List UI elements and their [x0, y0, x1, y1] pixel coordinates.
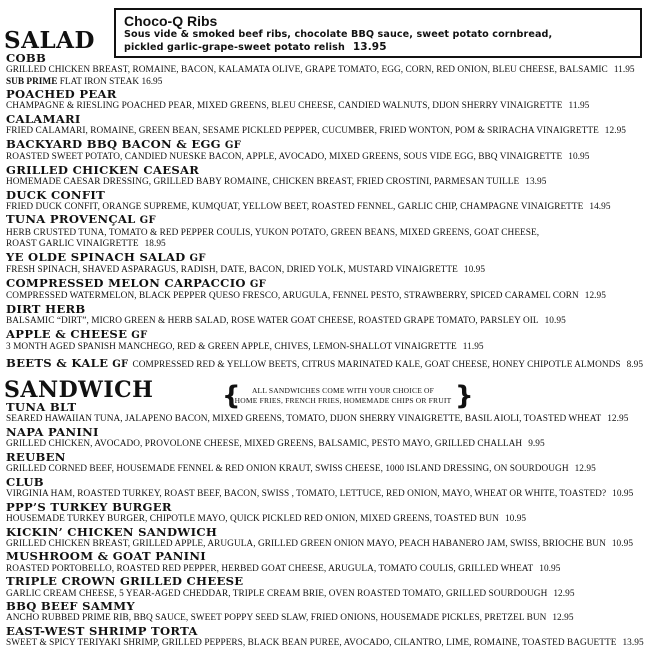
item-description-text: GARLIC CREAM CHEESE, 5 YEAR-AGED CHEDDAR, TRIPLE CREAM BRIE, OVEN ROASTED TOMATO, GRILLED SOURDOUGH: [6, 588, 548, 599]
sandwich-items: [6, 401, 646, 650]
item-description: [6, 464, 646, 476]
menu-item-tuna-provencal: [6, 213, 646, 251]
item-price: 12.95: [604, 126, 626, 137]
item-name: KICKIN’ CHICKEN SANDWICH: [6, 524, 218, 539]
item-description: [6, 414, 646, 426]
gluten-free-tag: GF: [249, 278, 267, 290]
item-name: PPP’S TURKEY BURGER: [6, 499, 172, 514]
right-brace-icon: }: [455, 381, 474, 411]
item-description-text: SEARED HAWAIIAN TUNA, JALAPENO BACON, MIXED GREENS, TOMATO, DIJON SHERRY VINAIGRETTE, BASIL AIOLI, TOASTED WHEAT: [6, 414, 602, 425]
section-title-salad: SALAD: [4, 27, 95, 54]
item-name-row: [6, 251, 646, 265]
menu-item-beets-kale: [6, 354, 646, 372]
item-description-text: 3 MONTH AGED SPANISH MANCHEGO, RED & GREEN APPLE, CHIVES, LEMON-SHALLOT VINAIGRETTE: [6, 341, 457, 352]
item-name: TRIPLE CROWN GRILLED CHEESE: [6, 574, 244, 589]
callout-title: Choco-Q Ribs: [124, 13, 218, 29]
item-price: 8.95: [626, 359, 644, 370]
menu-item-poached-pear: [6, 88, 646, 113]
item-price: 13.95: [525, 176, 547, 187]
item-name: COMPRESSED MELON CARPACCIO: [6, 275, 246, 290]
sub-option-price: 16.95: [141, 76, 163, 87]
gluten-free-tag: GF: [189, 253, 206, 265]
item-name: NAPA PANINI: [6, 424, 99, 439]
item-name: CALAMARI: [6, 111, 81, 126]
item-description-text: SWEET & SPICY TERIYAKI SHRIMP, GRILLED PEPPERS, BLACK BEAN PUREE, AVOCADO, CILANTRO, LIME, ROMAINE, TOASTED BAGUETTE: [6, 638, 617, 649]
item-description-text: HOMEMADE CAESAR DRESSING, GRILLED BABY ROMAINE, CHICKEN BREAST, FRIED CROSTINI, PARMESAN TUILLE: [6, 176, 520, 187]
item-name-row: [6, 277, 646, 291]
item-description: [6, 638, 646, 650]
item-price: 12.95: [584, 291, 606, 302]
item-name: COBB: [6, 51, 47, 65]
item-price: 10.95: [612, 488, 634, 499]
item-description: [6, 291, 646, 303]
item-name: APPLE & CHEESE: [6, 326, 128, 341]
menu-item-mushroom-goat-panini: [6, 550, 646, 575]
item-description: [6, 489, 646, 501]
item-price: 12.95: [574, 464, 596, 475]
item-description-text: FRESH SPINACH, SHAVED ASPARAGUS, RADISH, DATE, BACON, DRIED YOLK, MUSTARD VINAIGRETTE: [6, 265, 458, 276]
item-price: 18.95: [144, 239, 166, 250]
item-price: 14.95: [589, 201, 611, 212]
item-price: 12.95: [553, 588, 575, 599]
item-description-text: ROAST GARLIC VINAIGRETTE: [6, 239, 139, 250]
menu-item-ppps-turkey-burger: [6, 501, 646, 526]
gluten-free-tag: GF: [131, 329, 148, 341]
menu-item-tuna-blt: [6, 401, 646, 426]
menu-item-calamari: [6, 113, 646, 138]
item-name: TUNA PROVENÇAL: [6, 212, 136, 227]
item-description: [6, 177, 646, 189]
gluten-free-tag: GF: [139, 215, 156, 227]
menu-item-duck-confit: [6, 189, 646, 214]
item-description: [132, 360, 643, 370]
item-description-text: ANCHO RUBBED PRIME RIB, BBQ SAUCE, SWEET POPPY SEED SLAW, FRIED ONIONS, HOUSEMADE PICKLES, PRETZEL BUN: [6, 613, 547, 624]
menu-item-triple-crown: [6, 575, 646, 600]
menu-item-ye-olde-spinach: [6, 251, 646, 277]
menu-item-kickin-chicken: [6, 526, 646, 551]
left-brace-icon: {: [222, 381, 241, 411]
item-description-text: COMPRESSED WATERMELON, BLACK PEPPER QUESO FRESCO, ARUGULA, FENNEL PESTO, STRAWBERRY, SPICED CARAMEL CORN: [6, 291, 579, 302]
item-name: CLUB: [6, 474, 44, 489]
item-name: POACHED PEAR: [6, 86, 117, 101]
item-description-text: COMPRESSED RED & YELLOW BEETS, CITRUS MARINATED KALE, GOAT CHEESE, HONEY CHIPOTLE ALMONDS: [132, 359, 621, 370]
menu-item-east-west-shrimp: [6, 625, 646, 650]
menu-item-reuben: [6, 451, 646, 476]
menu-item-backyard-bbq: [6, 138, 646, 164]
item-name-row: [6, 328, 646, 342]
item-description-text: CHAMPAGNE & RIESLING POACHED PEAR, MIXED GREENS, BLEU CHEESE, CANDIED WALNUTS, DIJON SHERRY VINAIGRETTE: [6, 101, 563, 112]
item-price: 9.95: [528, 439, 545, 450]
menu-item-napa-panini: [6, 426, 646, 451]
item-description-text: HOUSEMADE TURKEY BURGER, CHIPOTLE MAYO, QUICK PICKLED RED ONION, MIXED GREENS, TOASTED BUN: [6, 513, 499, 524]
item-name: DIRT HERB: [6, 301, 86, 316]
item-name: BACKYARD BBQ BACON & EGG: [6, 136, 221, 151]
item-description: [6, 152, 646, 164]
gluten-free-tag: GF: [112, 358, 129, 370]
item-price: 10.95: [568, 151, 590, 162]
menu-item-compressed-melon: [6, 277, 646, 303]
item-description: [6, 101, 646, 113]
item-name: MUSHROOM & GOAT PANINI: [6, 549, 207, 564]
item-name: BEETS & KALE: [6, 355, 109, 370]
item-name-row: [6, 213, 646, 227]
item-price: 10.95: [611, 538, 634, 549]
special-callout-box: [114, 8, 642, 58]
menu-item-bbq-beef-sammy: [6, 600, 646, 625]
callout-description-text: pickled garlic-grape-sweet potato relish: [124, 42, 345, 53]
item-description: [6, 439, 646, 451]
sub-option-text: FLAT IRON STEAK: [59, 76, 140, 87]
item-description: HERB CRUSTED TUNA, TOMATO & RED PEPPER COULIS, YUKON POTATO, GREEN BEANS, MIXED GREENS, GOAT CHEESE,: [6, 227, 540, 238]
item-name: REUBEN: [6, 449, 66, 464]
item-price: 10.95: [539, 563, 561, 574]
item-description: [6, 514, 646, 526]
sides-note-line2: HOME FRIES, FRENCH FRIES, HOMEMADE CHIPS OR FRUIT: [234, 395, 452, 405]
salad-items: [6, 52, 646, 372]
item-description-text: GRILLED CORNED BEEF, HOUSEMADE FENNEL & RED ONION KRAUT, SWISS CHEESE, 1000 ISLAND DRESSING, ON SOURDOUGH: [6, 464, 569, 475]
item-name: YE OLDE SPINACH SALAD: [6, 250, 186, 265]
item-description-text: BALSAMIC “DIRT”, MICRO GREEN & HERB SALAD, ROSE WATER GOAT CHEESE, ROASTED GRAPE TOMATO, PARSLEY OIL: [6, 316, 539, 327]
item-price: 10.95: [504, 513, 527, 524]
item-name: EAST-WEST SHRIMP TORTA: [6, 624, 198, 639]
item-description-text: VIRGINIA HAM, ROASTED TURKEY, ROAST BEEF, BACON, SWISS , TOMATO, LETTUCE, RED ONION, MAYO, WHEAT OR WHITE, TOASTED?: [6, 488, 607, 499]
item-description: [6, 342, 646, 354]
item-price: 12.95: [552, 613, 574, 624]
item-name-row: [6, 138, 646, 152]
menu-item-cobb: [6, 52, 646, 88]
sub-option-label: SUB PRIME: [6, 76, 58, 87]
menu-item-apple-cheese: [6, 328, 646, 354]
item-price: 10.95: [463, 265, 486, 276]
item-price: 12.95: [607, 414, 629, 425]
menu-item-grilled-chicken-caesar: [6, 164, 646, 189]
menu-item-club: [6, 476, 646, 501]
gluten-free-tag: GF: [224, 139, 242, 151]
item-description: [6, 65, 646, 77]
item-price: 11.95: [568, 101, 590, 112]
item-price: 11.95: [462, 341, 484, 352]
item-name: BBQ BEEF SAMMY: [6, 599, 135, 614]
sides-note-line1: ALL SANDWICHES COME WITH YOUR CHOICE OF: [251, 386, 435, 395]
item-name: GRILLED CHICKEN CAESAR: [6, 162, 200, 177]
item-description-text: FRIED DUCK CONFIT, ORANGE SUPREME, KUMQUAT, YELLOW BEET, ROASTED FENNEL, GARLIC CHIP, CHAMPAGNE VINAIGRETTE: [6, 201, 584, 212]
item-description-text: GRILLED CHICKEN BREAST, ROMAINE, BACON, KALAMATA OLIVE, GRAPE TOMATO, EGG, CORN, RED ONION, BLEU CHEESE, BALSAMIC: [6, 65, 608, 76]
item-description-text: GRILLED CHICKEN, AVOCADO, PROVOLONE CHEESE, MIXED GREENS, BALSAMIC, PESTO MAYO, GRILLED CHALLAH: [6, 439, 523, 450]
section-title-sandwich: SANDWICH: [4, 377, 154, 403]
item-description-text: FRIED CALAMARI, ROMAINE, GREEN BEAN, SESAME PICKLED PEPPER, CUCUMBER, FRIED WONTON, POM & SRIRACHA VINAIGRETTE: [6, 126, 599, 137]
item-price: 10.95: [544, 316, 566, 327]
item-name: DUCK CONFIT: [6, 187, 106, 202]
item-price: 11.95: [613, 65, 635, 76]
item-price: 13.95: [622, 638, 644, 649]
item-description-text: ROASTED PORTOBELLO, ROASTED RED PEPPER, HERBED GOAT CHEESE, ARUGULA, TOMATO COULIS, GRILLED WHEAT: [6, 563, 534, 574]
callout-description-line1: Sous vide & smoked beef ribs, chocolate BBQ sauce, sweet potato cornbread,: [124, 29, 553, 40]
item-name: TUNA BLT: [6, 400, 77, 414]
item-description-text: ROASTED SWEET POTATO, CANDIED NUESKE BACON, APPLE, AVOCADO, MIXED GREENS, SOUS VIDE EGG, BBQ VINAIGRETTE: [6, 151, 563, 162]
menu-item-dirt-herb: [6, 303, 646, 328]
callout-price: 13.95: [352, 41, 387, 53]
item-description-text: GRILLED CHICKEN BREAST, GRILLED APPLE, ARUGULA, GRILLED GREEN ONION MAYO, PEACH HABANERO JAM, SWISS, BRIOCHE BUN: [6, 538, 606, 549]
